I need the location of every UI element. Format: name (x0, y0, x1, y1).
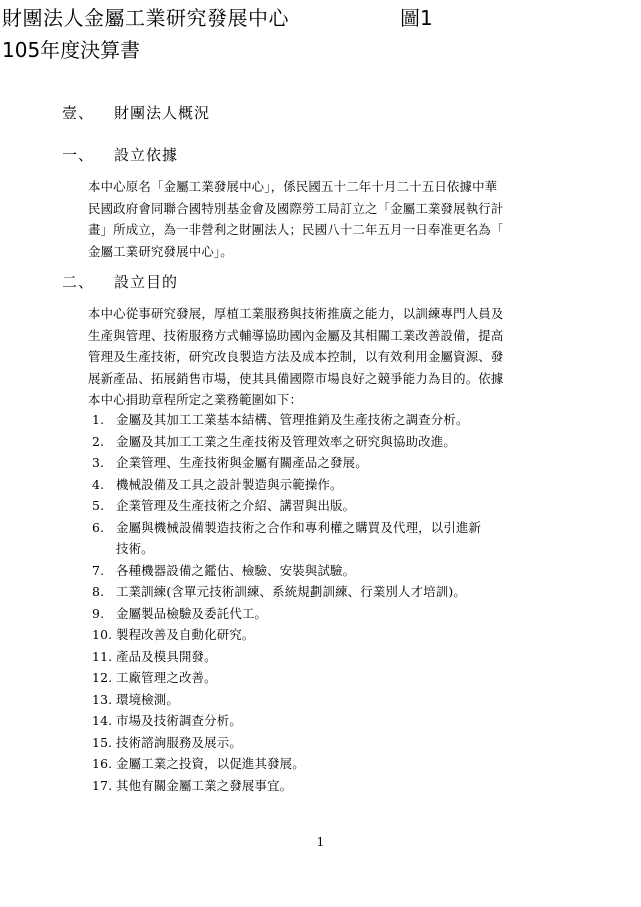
list-item-text: 工廠管理之改善。 (116, 670, 217, 685)
list-item-text: 企業管理及生產技術之介紹、講習與出版。 (116, 498, 356, 513)
list-item (92, 624, 592, 646)
paragraph-line: 本中心捐助章程所定之業務範圍如下： (88, 392, 303, 407)
list-item-text: 金屬及其加工工業之生產技術及管理效率之研究與協助改進。 (116, 433, 456, 449)
list-item (92, 517, 592, 560)
paragraph-line: 畫」所成立，為一非營利之財團法人；民國八十二年五月一日奉准更名為「 (88, 222, 504, 237)
list-item-number: 13. (92, 691, 113, 707)
list-item-text: 各種機器設備之鑑估、檢驗、安裝與試驗。 (116, 562, 356, 578)
paragraph-line: 民國政府會同聯合國特別基金會及國際勞工局訂立之「金屬工業發展執行計 (88, 200, 504, 216)
list-item-number: 11. (92, 648, 113, 664)
list-item-number: 2. (92, 433, 105, 449)
list-item (92, 560, 592, 582)
list-item (92, 431, 592, 453)
section-marker: 壹、 (62, 104, 95, 122)
list-item-text: 環境檢測。 (116, 691, 179, 707)
list-item-text: 其他有關金屬工業之發展事宜。 (116, 777, 293, 793)
list-item-number: 6. (92, 519, 105, 535)
list-item-text: 市場及技術調查分析。 (116, 713, 242, 728)
paragraph-line: 金屬工業研究發展中心」。 (88, 243, 233, 259)
section-label: 設立依據 (114, 146, 179, 164)
list-item (92, 689, 592, 711)
list-item-text: 技術諮詢服務及展示。 (116, 734, 242, 750)
list-item (92, 474, 592, 496)
list-item-text: 產品及模具開發。 (116, 648, 217, 664)
paragraph-line: 本中心從事研究發展，厚植工業服務與技術推廣之能力，以訓練專門人員及 (88, 306, 504, 321)
list-item-text: 機械設備及工具之設計製造與示範操作。 (116, 476, 343, 492)
list-item (92, 452, 592, 474)
list-item-number: 16. (92, 756, 113, 771)
page-number: 1 (316, 835, 325, 849)
list-item-number: 1. (92, 412, 105, 427)
document-title: 財團法人金屬工業研究發展中心 (2, 6, 289, 30)
list-item (92, 581, 592, 603)
list-item-text: 製程改善及自動化研究。 (116, 627, 255, 642)
section-heading-main (62, 103, 210, 123)
list-item-number: 3. (92, 455, 105, 470)
list-item-number: 17. (92, 777, 113, 793)
list-item-number: 14. (92, 713, 113, 728)
list-item (92, 409, 592, 431)
list-item (92, 710, 592, 732)
list-item-number: 8. (92, 584, 105, 599)
paragraph-establishment-basis (88, 176, 588, 262)
list-item-text: 工業訓練(含單元技術訓練、系統規劃訓練、行業別人才培訓)。 (116, 584, 467, 599)
list-item (92, 495, 592, 517)
document-subtitle: 105年度決算書 (2, 38, 141, 62)
list-item (92, 732, 592, 754)
list-item-text: 金屬與機械設備製造技術之合作和專利權之購買及代理，以引進新 (116, 519, 482, 535)
section-heading-two (62, 272, 178, 292)
list-item (92, 775, 592, 797)
list-item (92, 667, 592, 689)
paragraph-line: 本中心原名「金屬工業發展中心」，係民國五十二年十月二十五日依據中華 (88, 179, 498, 194)
list-item-number: 10. (92, 627, 113, 642)
list-item (92, 646, 592, 668)
list-item-text: 金屬製品檢驗及委託代工。 (116, 605, 268, 621)
business-scope-list (92, 409, 592, 796)
paragraph-line: 展新產品、拓展銷售市場，使其具備國際市場良好之競爭能力為目的。依據 (88, 370, 504, 386)
list-item-text-continuation: 技術。 (116, 541, 154, 556)
section-label: 設立目的 (114, 273, 179, 291)
list-item-number: 12. (92, 670, 113, 685)
paragraph-line: 管理及生產技術，研究改良製造方法及成本控制，以有效利用金屬資源、發 (88, 349, 504, 364)
list-item (92, 603, 592, 625)
section-heading-one (62, 145, 178, 165)
section-label: 財團法人概況 (114, 104, 211, 122)
list-item-text: 金屬工業之投資，以促進其發展。 (116, 756, 305, 771)
paragraph-line: 生產與管理、技術服務方式輔導協助國內金屬及其相關工業改善設備，提高 (88, 327, 504, 343)
list-item (92, 753, 592, 775)
section-marker: 一、 (62, 146, 95, 164)
section-marker: 二、 (62, 273, 95, 291)
figure-label: 圖1 (400, 6, 433, 30)
list-item-number: 5. (92, 498, 105, 513)
list-item-number: 4. (92, 476, 105, 492)
list-item-number: 15. (92, 734, 113, 750)
list-item-text: 企業管理、生產技術與金屬有關產品之發展。 (116, 455, 368, 470)
list-item-text: 金屬及其加工工業基本結構、管理推銷及生產技術之調查分析。 (116, 412, 469, 427)
list-item-number: 7. (92, 562, 105, 578)
paragraph-purpose (88, 303, 588, 411)
list-item-number: 9. (92, 605, 105, 621)
